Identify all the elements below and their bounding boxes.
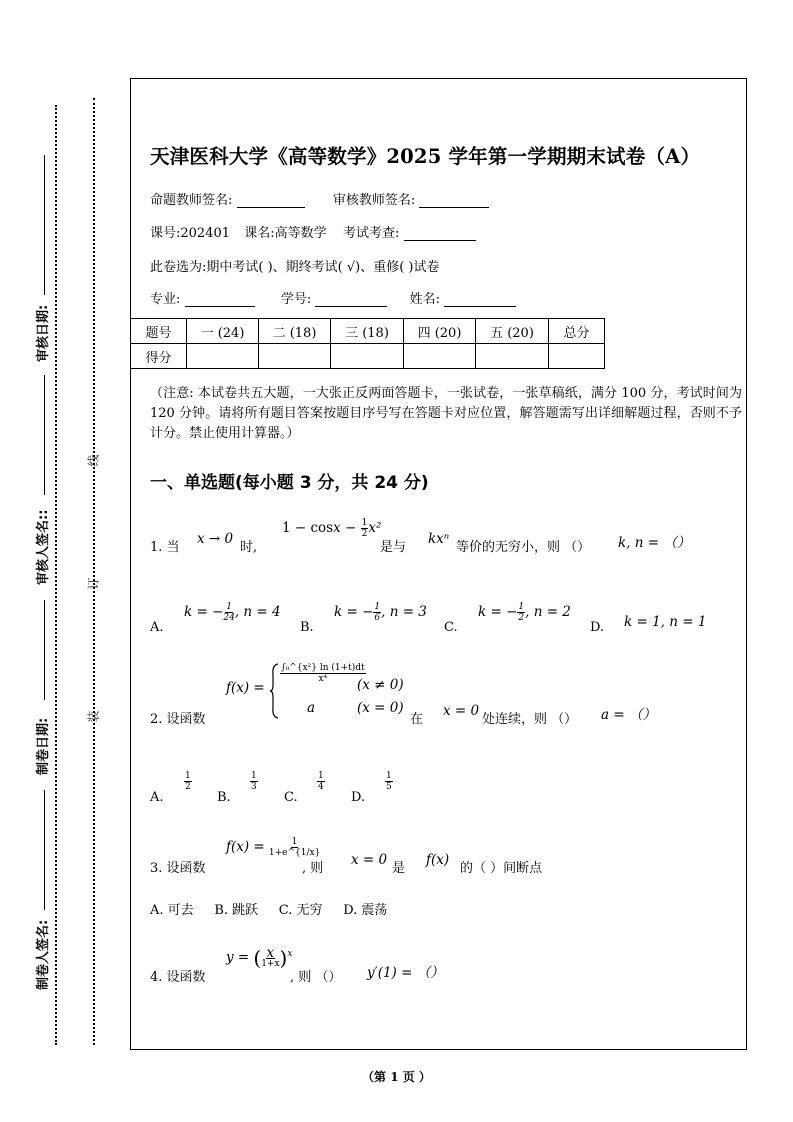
- q1-expr-x2: x²: [368, 520, 382, 536]
- q4-frac-num: x: [266, 944, 275, 961]
- q2-integral-num: ∫₀^{x²} ln (1+t)dt: [281, 663, 365, 673]
- maker-date-label: 制卷日期:: [36, 717, 51, 775]
- q1-when: 时,: [240, 540, 258, 555]
- reviewer-date-label: 审核日期:: [36, 304, 51, 362]
- q2-option-c-num: 1: [318, 771, 324, 781]
- q3-fx: f(x) =: [226, 839, 265, 855]
- q1-option-c-num: 1: [518, 602, 525, 612]
- course-number: 课号:202401: [150, 226, 231, 241]
- q2-fx: f(x) =: [226, 680, 265, 696]
- q1-option-b-num: 1: [374, 602, 381, 612]
- q1-option-a-frac: [223, 602, 234, 623]
- q1-option-b-label[interactable]: B.: [300, 620, 314, 635]
- q2-option-c-label[interactable]: C.: [284, 790, 298, 805]
- name-field[interactable]: [444, 293, 516, 307]
- q2-option-a-label[interactable]: A.: [150, 790, 164, 805]
- q2-option-c-frac: [317, 771, 325, 792]
- q4-frac-den: 1+x: [261, 958, 280, 969]
- course-row: [150, 222, 476, 241]
- q3-condition: x = 0: [351, 852, 388, 868]
- q2-option-d-num: 1: [386, 771, 392, 781]
- q1-option-a-post: , n = 4: [234, 604, 281, 620]
- q1-option-b-den: 6: [374, 613, 381, 623]
- q3-frac: [269, 837, 320, 858]
- maker-signature-label: 制卷人签名:: [36, 919, 51, 990]
- score-cell[interactable]: [549, 344, 605, 369]
- q3-fx2: f(x): [426, 852, 450, 868]
- q1-option-c[interactable]: [478, 602, 571, 623]
- score-header-cell: 五 (20): [476, 319, 549, 344]
- q3-lead: 3. 设函数: [150, 861, 206, 876]
- name-label: 姓名:: [409, 292, 441, 307]
- student-no-field[interactable]: [315, 293, 387, 307]
- score-header-cell: 二 (18): [259, 319, 331, 344]
- q2-option-c[interactable]: [317, 771, 325, 792]
- q2-option-d[interactable]: [385, 771, 393, 792]
- q1-option-a-num: 1: [226, 602, 232, 612]
- q2-tail: 处连续，则 （）: [482, 712, 578, 727]
- score-cell[interactable]: [404, 344, 476, 369]
- q1-kxn: kxⁿ: [428, 531, 450, 547]
- reviewer-signature-line: [44, 375, 45, 495]
- q1-option-d-label[interactable]: D.: [590, 620, 605, 635]
- page-title: 天津医科大学《高等数学》2025 学年第一学期期末试卷（A）: [150, 145, 701, 168]
- score-header-cell: 四 (20): [404, 319, 476, 344]
- q1-option-c-den: 2: [518, 613, 525, 623]
- proposer-label: 命题教师签名:: [150, 193, 233, 208]
- q2-option-d-frac: [385, 771, 393, 792]
- q2-option-a-frac: [184, 771, 192, 792]
- q1-option-d[interactable]: k = 1, n = 1: [624, 614, 707, 630]
- q2-option-d-den: 5: [386, 782, 392, 792]
- q2-lead: 2. 设函数: [150, 712, 206, 727]
- binding-dotted-line-left: [55, 105, 57, 1045]
- student-info-row: [150, 288, 516, 307]
- q1-lead: 1. 当: [150, 540, 180, 555]
- score-header-cell: 题号: [131, 319, 187, 344]
- q4-then: , 则 （）: [290, 970, 342, 985]
- page-footer: （第 1 页 ）: [362, 1070, 431, 1084]
- major-field[interactable]: [185, 293, 255, 307]
- q1-option-c-label[interactable]: C.: [444, 620, 458, 635]
- q4-frac: [261, 944, 280, 969]
- q2-ask: a = （）: [601, 707, 656, 723]
- reviewer-label: 审核教师签名:: [332, 193, 416, 208]
- q1-expression: [282, 518, 381, 539]
- section-title: 一、单选题(每小题 3 分，共 24 分): [150, 473, 429, 493]
- q3-options[interactable]: A. 可去 B. 跳跃 C. 无穷 D. 震荡: [150, 903, 388, 918]
- exam-kind: 此卷选为:期中考试( )、期终考试( √)、重修( )试卷: [150, 260, 440, 275]
- score-cell[interactable]: [331, 344, 404, 369]
- score-header-cell: 一 (24): [187, 319, 259, 344]
- q2-at: 在: [410, 712, 424, 727]
- exam-type-label: 考试考查:: [342, 226, 400, 241]
- q2-option-b-num: 1: [251, 771, 257, 781]
- q4-function: y = ( $\frac{x}{1+x}$ )$^x$: [226, 944, 293, 970]
- q4-ask: y′(1) = （）: [367, 965, 444, 981]
- q1-tail: 等价的无穷小，则 （）: [456, 540, 591, 555]
- q2-integral-frac: [280, 663, 366, 684]
- score-row-label: 得分: [131, 344, 187, 369]
- q2-option-a-den: 2: [185, 782, 191, 792]
- q1-option-a-den: 24: [223, 613, 235, 623]
- q1-expr-cos: 1 − cos: [282, 520, 334, 536]
- q3-frac-den: 1+e^{1/x}: [268, 848, 321, 858]
- bind-char: 订: [86, 577, 101, 590]
- q3-frac-num: 1: [291, 837, 298, 847]
- q3-function: [226, 837, 320, 858]
- q3-then: , 则: [302, 861, 324, 876]
- q2-option-d-label[interactable]: D.: [351, 790, 366, 805]
- q1-option-b-frac: [373, 602, 381, 623]
- q2-a: a: [307, 700, 316, 716]
- q1-option-a-pre: k = −: [184, 604, 224, 620]
- q2-integral: [280, 663, 366, 684]
- reviewer-signature-label: 审核人签名::: [36, 509, 51, 585]
- q1-option-a-label[interactable]: A.: [150, 620, 164, 635]
- score-header-cell: 三 (18): [331, 319, 404, 344]
- q2-option-a[interactable]: [184, 771, 192, 792]
- q2-integral-den: x⁴: [318, 674, 328, 684]
- q2-case2: (x = 0): [357, 700, 404, 716]
- q1-expr-frac-den: 2: [361, 529, 368, 539]
- q2-option-c-den: 4: [318, 782, 324, 792]
- course-name: 课名:高等数学: [244, 226, 327, 241]
- q1-option-a[interactable]: [184, 602, 281, 623]
- score-table-header-row: [131, 319, 605, 344]
- bind-char-2: 装: [86, 710, 101, 723]
- q4-lead: 4. 设函数: [150, 970, 206, 985]
- q1-expr-x: x: [333, 520, 341, 536]
- line-char: 线: [86, 454, 101, 467]
- q2-option-a-num: 1: [185, 771, 191, 781]
- reviewer-signature-field[interactable]: [419, 194, 489, 208]
- maker-date-line: [44, 600, 45, 700]
- reviewer-date-line: [44, 155, 45, 295]
- q2-option-b-frac: [250, 771, 258, 792]
- q4-exp: x: [287, 949, 293, 960]
- exam-type-field[interactable]: [404, 227, 476, 241]
- q1-ask: k, n = （）: [618, 535, 691, 551]
- q1-condition: x → 0: [197, 531, 234, 547]
- q1-option-c-pre: k = −: [478, 604, 518, 620]
- binding-dotted-line-right: [93, 98, 95, 1045]
- q1-option-b[interactable]: [334, 602, 427, 623]
- q2-condition: x = 0: [443, 703, 480, 719]
- q1-expr-frac-num: 1: [361, 518, 368, 528]
- major-label: 专业:: [150, 292, 181, 307]
- q1-expr-minus: −: [340, 520, 361, 536]
- q1-option-c-post: , n = 2: [525, 604, 571, 620]
- score-cell[interactable]: [259, 344, 331, 369]
- signature-row: [150, 189, 489, 208]
- q1-option-b-pre: k = −: [334, 604, 374, 620]
- maker-signature-line: [44, 790, 45, 910]
- proposer-signature-field[interactable]: [237, 194, 305, 208]
- exam-notice: （注意: 本试卷共五大题，一大张正反两面答题卡，一张试卷，一张草稿纸，满分 100 分，考试时间为 120 分钟。请将所有题目答案按题目序号写在答题卡对应位置，解答题需写出详细解题过程，否则不予计分。禁止使用计算器。）: [150, 386, 742, 441]
- q4-y: y =: [226, 949, 250, 966]
- score-cell[interactable]: [476, 344, 549, 369]
- q1-option-b-post: , n = 3: [381, 604, 427, 620]
- q3-is: 是: [392, 861, 406, 876]
- score-table-row: [131, 344, 605, 369]
- q2-option-b-den: 3: [251, 782, 257, 792]
- q2-option-b-label[interactable]: B.: [217, 790, 231, 805]
- q2-case1: (x ≠ 0): [357, 677, 404, 693]
- score-cell[interactable]: [187, 344, 259, 369]
- q3-tail: 的（ ）间断点: [460, 861, 543, 876]
- q2-brace: [269, 663, 279, 719]
- student-no-label: 学号:: [280, 292, 312, 307]
- q1-mid: 是与: [380, 540, 407, 555]
- q1-option-c-frac: [517, 602, 525, 623]
- q2-option-b[interactable]: [250, 771, 258, 792]
- score-header-cell: 总分: [549, 319, 605, 344]
- score-table: [130, 318, 605, 369]
